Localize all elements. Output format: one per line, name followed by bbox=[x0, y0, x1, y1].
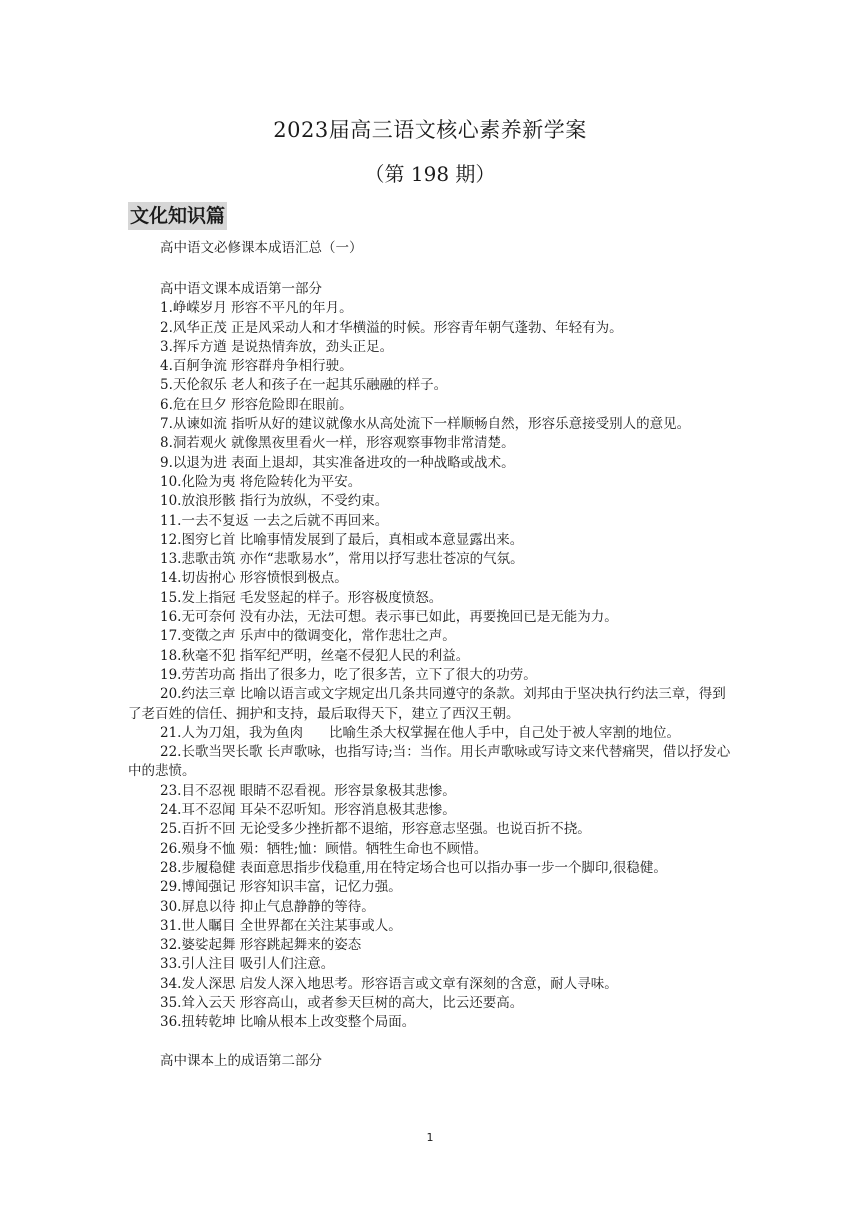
idiom-entry: 6.危在旦夕 形容危险即在眼前。 bbox=[160, 396, 353, 413]
issue-number: （第 198 期） bbox=[364, 162, 496, 186]
page-number: 1 bbox=[426, 1131, 434, 1144]
idiom-entry: 7.从谏如流 指听从好的建议就像水从高处流下一样顺畅自然，形容乐意接受别人的意见。 bbox=[160, 416, 691, 433]
part1-heading: 高中语文课本成语第一部分 bbox=[160, 281, 322, 297]
idiom-entry: 11.一去不复返 一去之后就不再回来。 bbox=[160, 512, 389, 529]
idiom-entry: 17.变徵之声 乐声中的徵调变化，常作悲壮之声。 bbox=[160, 628, 456, 645]
idiom-entry: 12.图穷匕首 比喻事情发展到了最后，真相或本意显露出来。 bbox=[160, 531, 524, 548]
idiom-definition: 比喻生杀大权掌握在他人手中，自己处于被人宰割的地位。 bbox=[328, 724, 680, 741]
section-heading: 文化知识篇 bbox=[128, 202, 227, 230]
idiom-entry: 34.发人深思 启发人深入地思考。形容语言或文章有深刻的含意，耐人寻味。 bbox=[160, 975, 618, 992]
idiom-entry-21 bbox=[128, 724, 736, 743]
idiom-entry: 33.引人注目 吸引人们注意。 bbox=[160, 956, 335, 973]
document-title: 2023届高三语文核心素养新学案 bbox=[273, 118, 587, 142]
part2-heading: 高中课本上的成语第二部分 bbox=[160, 1052, 322, 1069]
idiom-entry: 29.博闻强记 形容知识丰富，记忆力强。 bbox=[160, 879, 402, 896]
idiom-entry: 5.天伦叙乐 老人和孩子在一起其乐融融的样子。 bbox=[160, 377, 448, 394]
idiom-entry: 35.耸入云天 形容高山，或者参天巨树的高大，比云还要高。 bbox=[160, 994, 524, 1011]
idiom-entry: 25.百折不回 无论受多少挫折都不退缩，形容意志坚强。也说百折不挠。 bbox=[160, 821, 591, 838]
idiom-entry: 13.悲歌击筑 亦作“悲歌易水”，常用以抒写悲壮苍凉的气氛。 bbox=[160, 551, 524, 568]
intro-line: 高中语文必修课本成语汇总（一） bbox=[160, 240, 363, 256]
idiom-entry: 3.挥斥方遒 是说热情奔放，劲头正足。 bbox=[160, 338, 394, 355]
idiom-entry: 10.放浪形骸 指行为放纵，不受约束。 bbox=[160, 493, 389, 510]
idiom-entry: 2.风华正茂 正是风采动人和才华横溢的时候。形容青年朝气蓬勃、年轻有为。 bbox=[160, 319, 623, 336]
idiom-entry: 18.秋毫不犯 指军纪严明，丝毫不侵犯人民的利益。 bbox=[160, 647, 470, 664]
idiom-entry: 14.切齿拊心 形容愤恨到极点。 bbox=[160, 570, 348, 587]
idiom-entry: 30.屏息以待 抑止气息静静的等待。 bbox=[160, 898, 375, 915]
idiom-entry: 20.约法三章 比喻以语言或文字规定出几条共同遵守的条款。刘邦由于坚决执行约法三章，得到了老百姓的信任、拥护和支持，最后取得天下，建立了西汉王朝。 bbox=[128, 686, 726, 722]
idiom-entry: 36.扭转乾坤 比喻从根本上改变整个局面。 bbox=[160, 1014, 416, 1031]
idiom-entry: 16.无可奈何 没有办法，无法可想。表示事已如此，再要挽回已是无能为力。 bbox=[160, 609, 618, 626]
idiom-list bbox=[128, 280, 736, 1071]
idiom-term: 21.人为刀俎，我为鱼肉 bbox=[160, 724, 303, 741]
idiom-entry: 26.殒身不恤 殒：牺牲;恤：顾惜。牺牲生命也不顾惜。 bbox=[160, 840, 488, 857]
idiom-entry: 32.婆娑起舞 形容跳起舞来的姿态 bbox=[160, 937, 362, 954]
idiom-entry: 4.百舸争流 形容群舟争相行驶。 bbox=[160, 358, 353, 375]
idiom-entry: 28.步履稳健 表面意思指步伐稳重,用在特定场合也可以指办事一步一个脚印,很稳健。 bbox=[160, 859, 667, 876]
idiom-entry: 31.世人瞩目 全世界都在关注某事或人。 bbox=[160, 917, 402, 934]
idiom-entry: 24.耳不忍闻 耳朵不忍听知。形容消息极其悲惨。 bbox=[160, 802, 456, 819]
idiom-entry: 8.洞若观火 就像黑夜里看火一样，形容观察事物非常清楚。 bbox=[160, 435, 515, 452]
idiom-entry: 15.发上指冠 毛发竖起的样子。形容极度愤怒。 bbox=[160, 589, 443, 606]
idiom-entry: 19.劳苦功高 指出了很多力，吃了很多苦，立下了很大的功劳。 bbox=[160, 666, 537, 683]
idiom-entry: 9.以退为进 表面上退却，其实准备进攻的一种战略或战术。 bbox=[160, 454, 515, 471]
idiom-entry: 22.长歌当哭长歌 长声歌咏，也指写诗;当：当作。用长声歌咏或写诗文来代替痛哭，借以抒发心中的悲愤。 bbox=[128, 744, 731, 780]
idiom-entry: 1.峥嵘岁月 形容不平凡的年月。 bbox=[160, 300, 353, 317]
idiom-entry: 10.化险为夷 将危险转化为平安。 bbox=[160, 473, 362, 490]
idiom-entry: 23.目不忍视 眼睛不忍看视。形容景象极其悲惨。 bbox=[160, 782, 456, 799]
